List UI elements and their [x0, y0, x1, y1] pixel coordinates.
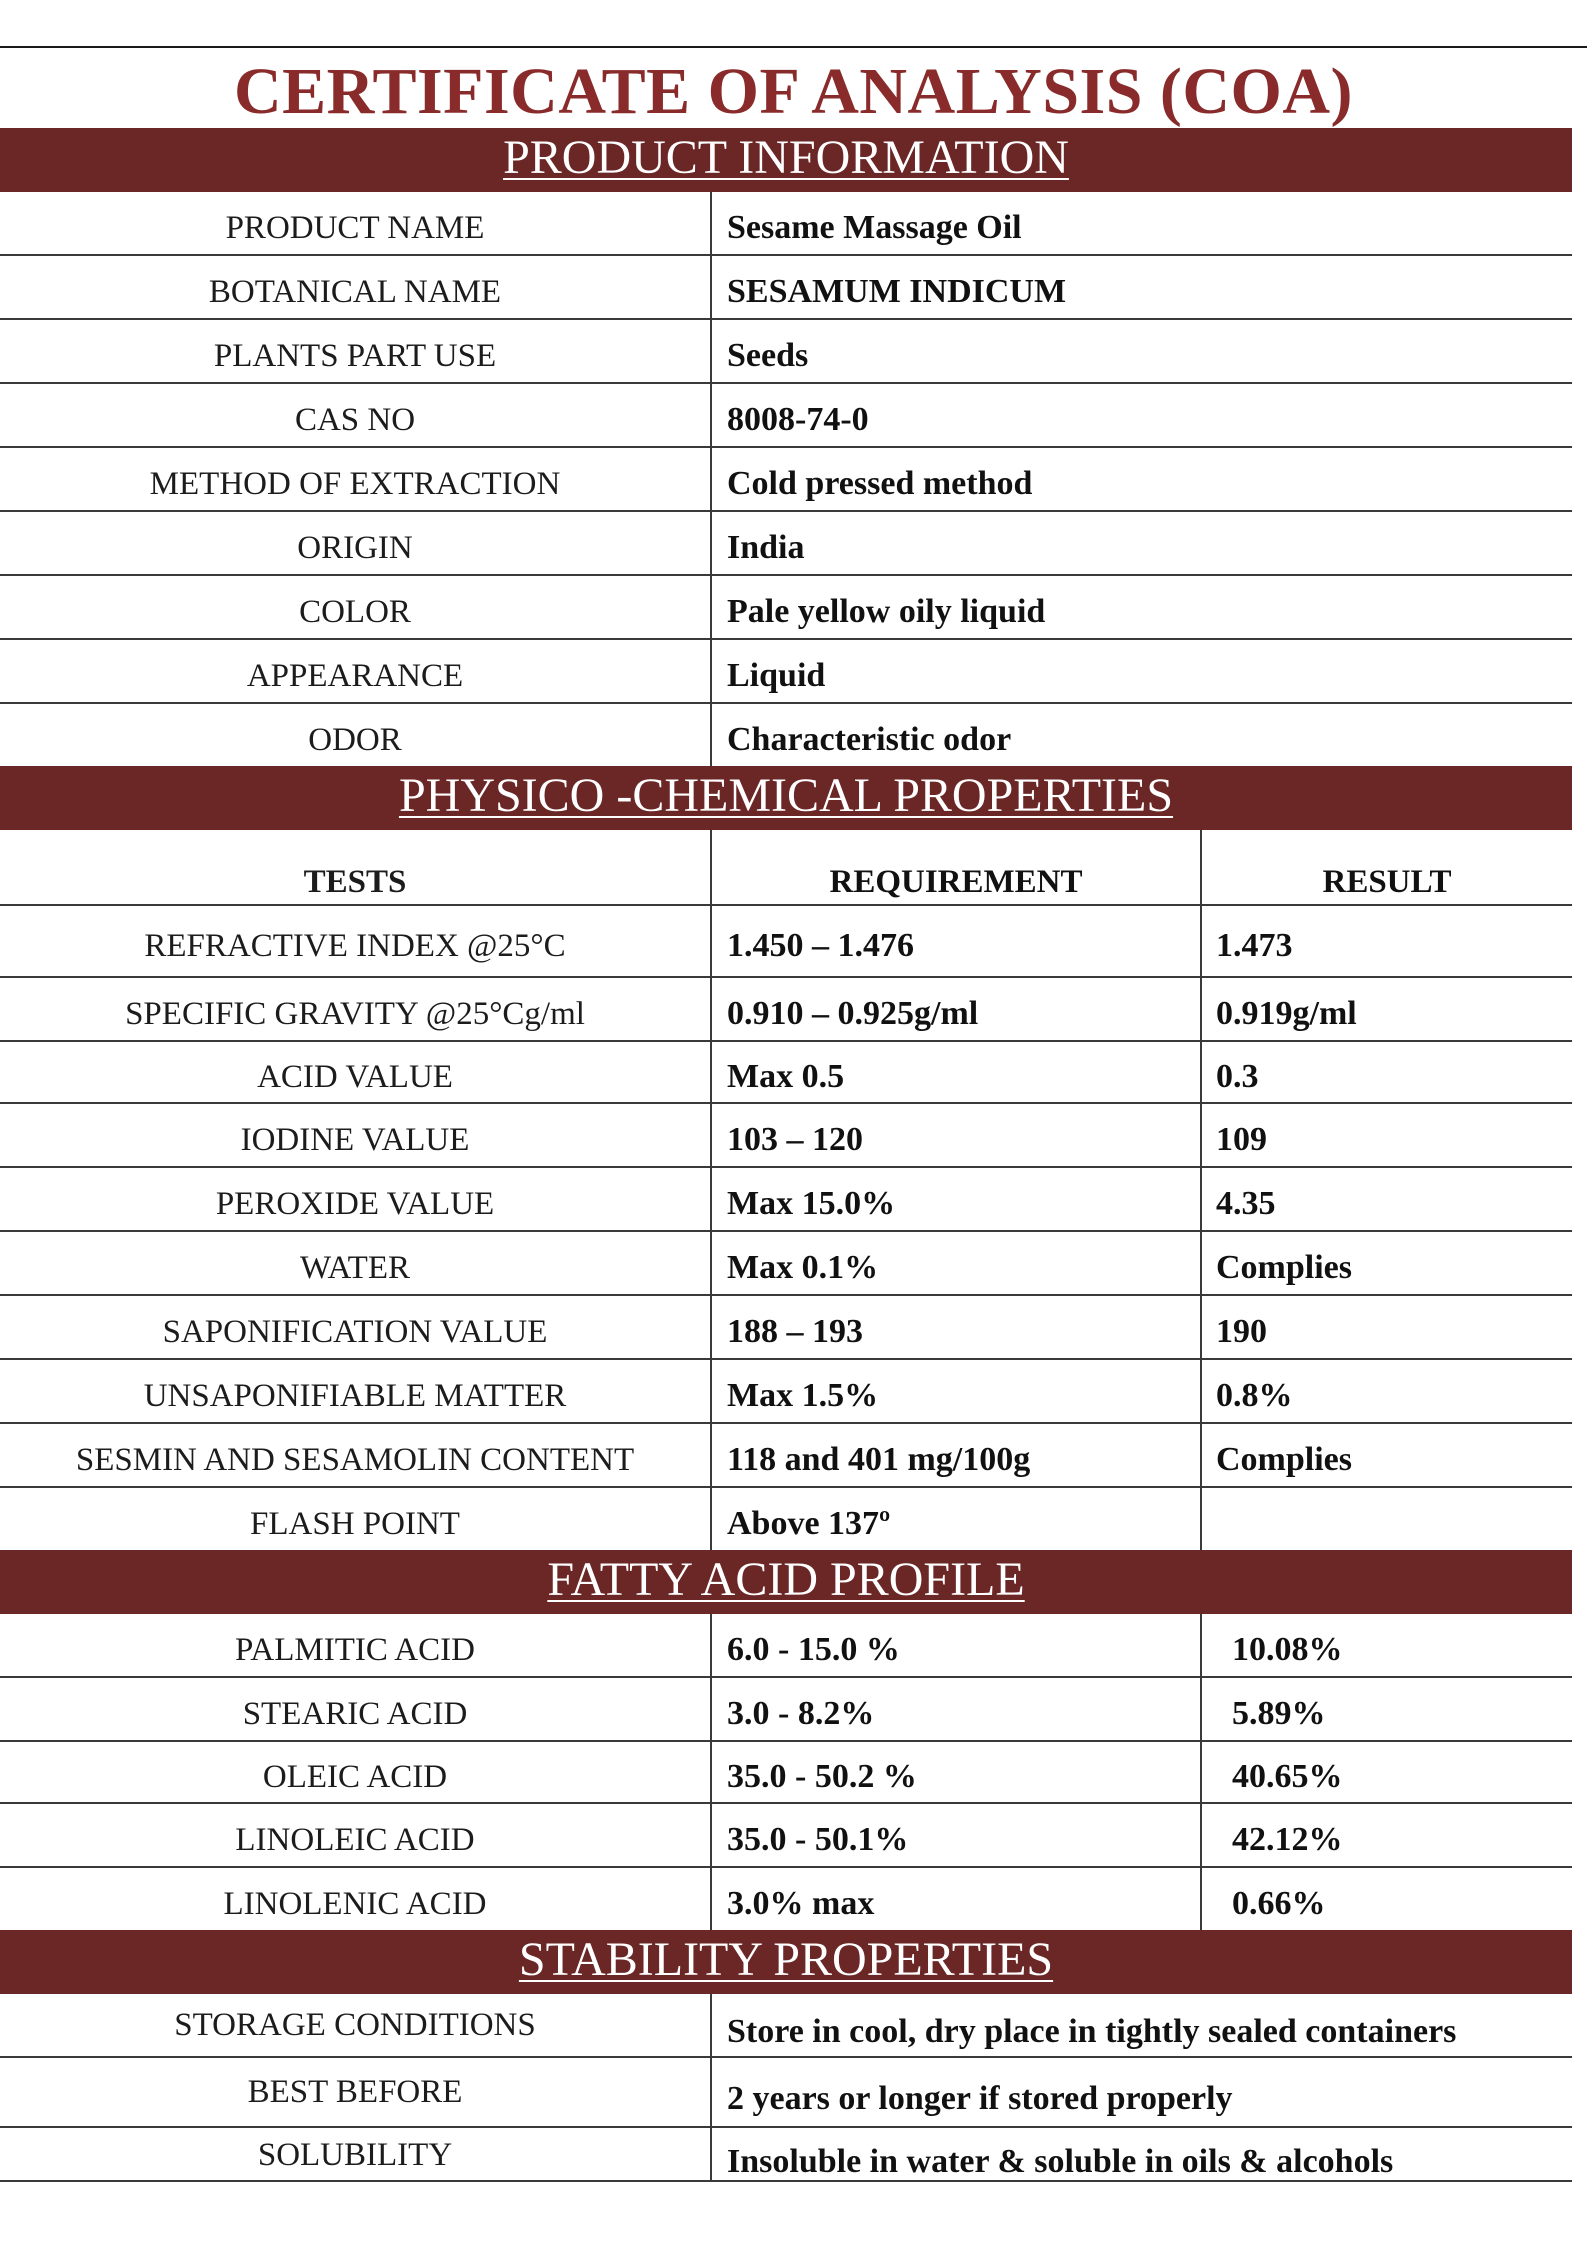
- row-label: SOLUBILITY: [257, 2136, 453, 2173]
- row-value: Pale yellow oily liquid: [710, 576, 1572, 638]
- test-name: IODINE VALUE: [240, 1121, 470, 1158]
- row-value: 2 years or longer if stored properly: [710, 2058, 1572, 2126]
- column-header-requirement: REQUIREMENT: [710, 830, 1200, 904]
- table-row: [0, 192, 1572, 256]
- section-title: PHYSICO -CHEMICAL PROPERTIES: [398, 769, 1174, 822]
- requirement: 188 – 193: [710, 1296, 1200, 1358]
- section-header-fatty-acid-profile: [0, 1550, 1572, 1614]
- table-header-row: [0, 830, 1572, 906]
- table-row: [0, 1232, 1572, 1296]
- table-row: [0, 2058, 1572, 2128]
- test-name: LINOLENIC ACID: [223, 1885, 487, 1922]
- section-title: PRODUCT INFORMATION: [503, 131, 1069, 184]
- result: 0.3: [1200, 1042, 1572, 1102]
- row-value: Store in cool, dry place in tightly sealed containers: [710, 1994, 1572, 2056]
- requirement: 35.0 - 50.2 %: [710, 1742, 1200, 1802]
- result: 40.65%: [1200, 1742, 1572, 1802]
- table-row: [0, 1360, 1572, 1424]
- top-rule: [0, 46, 1587, 48]
- result: 190: [1200, 1296, 1572, 1358]
- table-row: [0, 512, 1572, 576]
- table-row: [0, 1042, 1572, 1104]
- table-row: [0, 978, 1572, 1042]
- test-name: PEROXIDE VALUE: [215, 1185, 495, 1222]
- row-label: BEST BEFORE: [247, 2073, 463, 2110]
- table-row: [0, 1994, 1572, 2058]
- section-header-stability-properties: [0, 1930, 1572, 1994]
- requirement: 35.0 - 50.1%: [710, 1804, 1200, 1866]
- requirement: 103 – 120: [710, 1104, 1200, 1166]
- requirement: 0.910 – 0.925g/ml: [710, 978, 1200, 1040]
- column-header-tests: TESTS: [303, 863, 407, 900]
- test-name: OLEIC ACID: [262, 1758, 448, 1795]
- table-row: [0, 1804, 1572, 1868]
- row-label: ORIGIN: [297, 529, 413, 566]
- requirement: Max 15.0%: [710, 1168, 1200, 1230]
- row-label: PRODUCT NAME: [225, 209, 485, 246]
- row-label: PLANTS PART USE: [213, 337, 497, 374]
- test-name: REFRACTIVE INDEX @25°C: [144, 927, 566, 964]
- requirement: 3.0 - 8.2%: [710, 1678, 1200, 1740]
- test-name: PALMITIC ACID: [235, 1631, 475, 1668]
- table-row: [0, 906, 1572, 978]
- row-value: Cold pressed method: [710, 448, 1572, 510]
- result: Complies: [1200, 1232, 1572, 1294]
- table-row: [0, 1614, 1572, 1678]
- row-label: STORAGE CONDITIONS: [174, 2006, 536, 2043]
- row-value: Insoluble in water & soluble in oils & alcohols: [710, 2128, 1572, 2182]
- test-name: UNSAPONIFIABLE MATTER: [143, 1377, 567, 1414]
- row-value: Characteristic odor: [710, 704, 1572, 766]
- row-value: 8008-74-0: [710, 384, 1572, 446]
- row-label: BOTANICAL NAME: [208, 273, 502, 310]
- table-row: [0, 448, 1572, 512]
- table-row: [0, 1424, 1572, 1488]
- result: 5.89%: [1200, 1678, 1572, 1740]
- table-row: [0, 256, 1572, 320]
- row-label: METHOD OF EXTRACTION: [149, 465, 561, 502]
- column-header-result: RESULT: [1200, 830, 1572, 904]
- row-value: Seeds: [710, 320, 1572, 382]
- row-label: CAS NO: [294, 401, 416, 438]
- requirement: 3.0% max: [710, 1868, 1200, 1930]
- row-label: ODOR: [308, 721, 402, 758]
- row-label: APPEARANCE: [246, 657, 464, 694]
- table-row: [0, 1868, 1572, 1930]
- document-title: CERTIFICATE OF ANALYSIS (COA): [233, 55, 1354, 128]
- table-row: [0, 320, 1572, 384]
- section-title: FATTY ACID PROFILE: [547, 1553, 1025, 1606]
- requirement: Max 1.5%: [710, 1360, 1200, 1422]
- section-title: STABILITY PROPERTIES: [518, 1933, 1054, 1986]
- requirement: 118 and 401 mg/100g: [710, 1424, 1200, 1486]
- row-value: India: [710, 512, 1572, 574]
- requirement: 6.0 - 15.0 %: [710, 1614, 1200, 1676]
- result: 0.919g/ml: [1200, 978, 1572, 1040]
- test-name: ACID VALUE: [257, 1058, 453, 1095]
- test-name: FLASH POINT: [250, 1505, 460, 1542]
- table-row: [0, 1104, 1572, 1168]
- table-row: [0, 1742, 1572, 1804]
- result: 0.8%: [1200, 1360, 1572, 1422]
- result: 1.473: [1200, 906, 1572, 976]
- table-row: [0, 2128, 1572, 2182]
- test-name: SESMIN AND SESAMOLIN CONTENT: [75, 1441, 635, 1478]
- requirement: Max 0.1%: [710, 1232, 1200, 1294]
- test-name: LINOLEIC ACID: [235, 1821, 475, 1858]
- section-header-product-information: [0, 128, 1572, 192]
- table-row: [0, 1168, 1572, 1232]
- requirement: Above 137º: [710, 1488, 1200, 1550]
- requirement: Max 0.5: [710, 1042, 1200, 1102]
- row-value: Sesame Massage Oil: [710, 192, 1572, 254]
- result: Complies: [1200, 1424, 1572, 1486]
- row-value: Liquid: [710, 640, 1572, 702]
- table-row: [0, 704, 1572, 766]
- test-name: WATER: [300, 1249, 410, 1286]
- section-header-physico-chemical: [0, 766, 1572, 830]
- table-row: [0, 1678, 1572, 1742]
- result: 10.08%: [1200, 1614, 1572, 1676]
- table-row: [0, 640, 1572, 704]
- row-label: COLOR: [299, 593, 411, 630]
- result: [1200, 1488, 1572, 1550]
- row-value: SESAMUM INDICUM: [710, 256, 1572, 318]
- table-row: [0, 1296, 1572, 1360]
- requirement: 1.450 – 1.476: [710, 906, 1200, 976]
- result: 4.35: [1200, 1168, 1572, 1230]
- bottom-rule: [0, 2180, 1572, 2182]
- test-name: STEARIC ACID: [242, 1695, 468, 1732]
- test-name: SAPONIFICATION VALUE: [162, 1313, 548, 1350]
- result: 109: [1200, 1104, 1572, 1166]
- table-row: [0, 384, 1572, 448]
- test-name: SPECIFIC GRAVITY @25°Cg/ml: [125, 995, 585, 1032]
- table-row: [0, 576, 1572, 640]
- result: 0.66%: [1200, 1868, 1572, 1930]
- result: 42.12%: [1200, 1804, 1572, 1866]
- table-row: [0, 1488, 1572, 1550]
